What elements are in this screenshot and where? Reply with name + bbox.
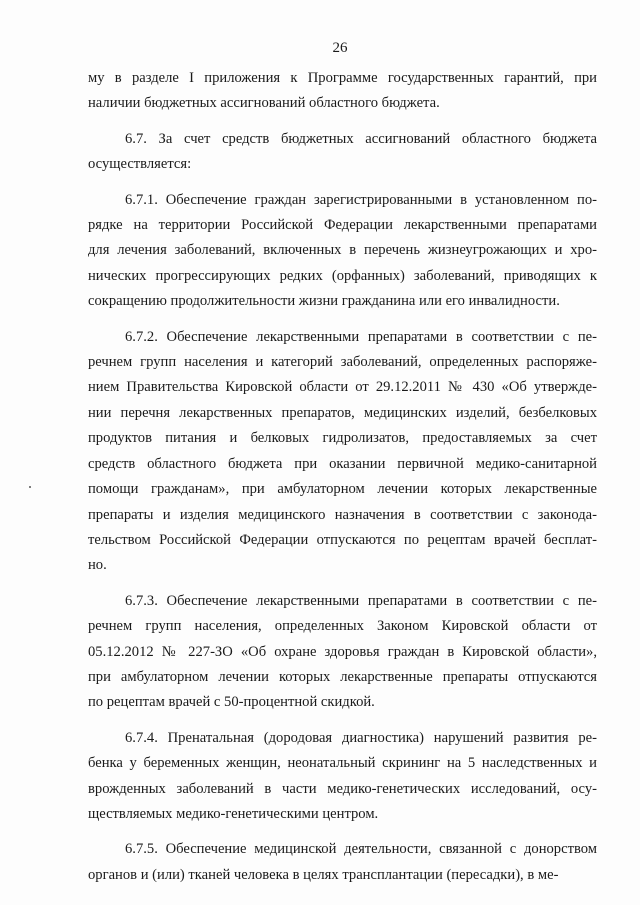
text-line: речнем групп населения и категорий заболеваний, определенных распоряже- bbox=[88, 354, 597, 371]
page-number: 26 bbox=[332, 40, 348, 56]
text-line: 6.7.1. Обеспечение граждан зарегистрированными в установленном по- bbox=[125, 191, 597, 208]
text-line: препараты и изделия медицинского назначения в соответствии с законода- bbox=[88, 506, 597, 523]
text-line: продуктов питания и белковых гидролизатов, предоставляемых за счет bbox=[88, 430, 597, 447]
paragraph bbox=[88, 837, 597, 888]
scan-speck bbox=[29, 486, 31, 488]
text-line: наличии бюджетных ассигнований областного бюджета. bbox=[88, 95, 440, 112]
text-line: для лечения заболеваний, включенных в перечень жизнеугрожающих и хро- bbox=[88, 242, 597, 259]
document-body bbox=[88, 66, 597, 898]
text-line: речнем групп населения, определенных Законом Кировской области от bbox=[88, 618, 597, 635]
paragraph bbox=[88, 726, 597, 828]
text-line: помощи гражданам», при амбулаторном лечении которых лекарственные bbox=[88, 481, 597, 498]
text-line: сокращению продолжительности жизни гражданина или его инвалидности. bbox=[88, 293, 560, 310]
text-line: му в разделе I приложения к Программе государственных гарантий, при bbox=[88, 70, 597, 86]
text-line: нием Правительства Кировской области от 29.12.2011 № 430 «Об утвержде- bbox=[88, 379, 597, 396]
text-line: 6.7.3. Обеспечение лекарственными препаратами в соответствии с пе- bbox=[125, 592, 597, 609]
text-line: органов и (или) тканей человека в целях трансплантации (пересадки), в ме- bbox=[88, 866, 559, 883]
paragraph bbox=[88, 188, 597, 315]
text-line: но. bbox=[88, 557, 107, 574]
paragraph bbox=[88, 66, 597, 117]
text-line: рядке на территории Российской Федерации лекарственными препаратами bbox=[88, 217, 597, 234]
text-line: средств областного бюджета при оказании первичной медико-санитарной bbox=[88, 455, 597, 472]
text-line: нических прогрессирующих редких (орфанных) заболеваний, приводящих к bbox=[88, 267, 597, 284]
text-line: бенка у беременных женщин, неонатальный скрининг на 5 наследственных и bbox=[88, 755, 597, 772]
paragraph bbox=[88, 325, 597, 579]
paragraph bbox=[88, 127, 597, 178]
text-line: 6.7. За счет средств бюджетных ассигнований областного бюджета bbox=[125, 130, 597, 147]
text-line: 05.12.2012 № 227-ЗО «Об охране здоровья граждан в Кировской области», bbox=[88, 643, 597, 660]
text-line: тельством Российской Федерации отпускаются по рецептам врачей бесплат- bbox=[88, 531, 597, 548]
text-line: нии перечня лекарственных препаратов, медицинских изделий, безбелковых bbox=[88, 404, 597, 421]
text-line: 6.7.4. Пренатальная (дородовая диагностика) нарушений развития ре- bbox=[125, 729, 597, 746]
text-line: 6.7.2. Обеспечение лекарственными препаратами в соответствии с пе- bbox=[125, 328, 597, 345]
text-line: ществляемых медико-генетическими центром. bbox=[88, 805, 379, 822]
text-line: по рецептам врачей с 50-процентной скидкой. bbox=[88, 694, 375, 711]
paragraph bbox=[88, 589, 597, 716]
text-line: врожденных заболеваний в части медико-генетических исследований, осу- bbox=[88, 780, 597, 797]
text-line: осуществляется: bbox=[88, 156, 192, 173]
text-line: 6.7.5. Обеспечение медицинской деятельности, связанной с донорством bbox=[125, 841, 597, 858]
text-line: при амбулаторном лечении которых лекарственные препараты отпускаются bbox=[88, 668, 597, 685]
